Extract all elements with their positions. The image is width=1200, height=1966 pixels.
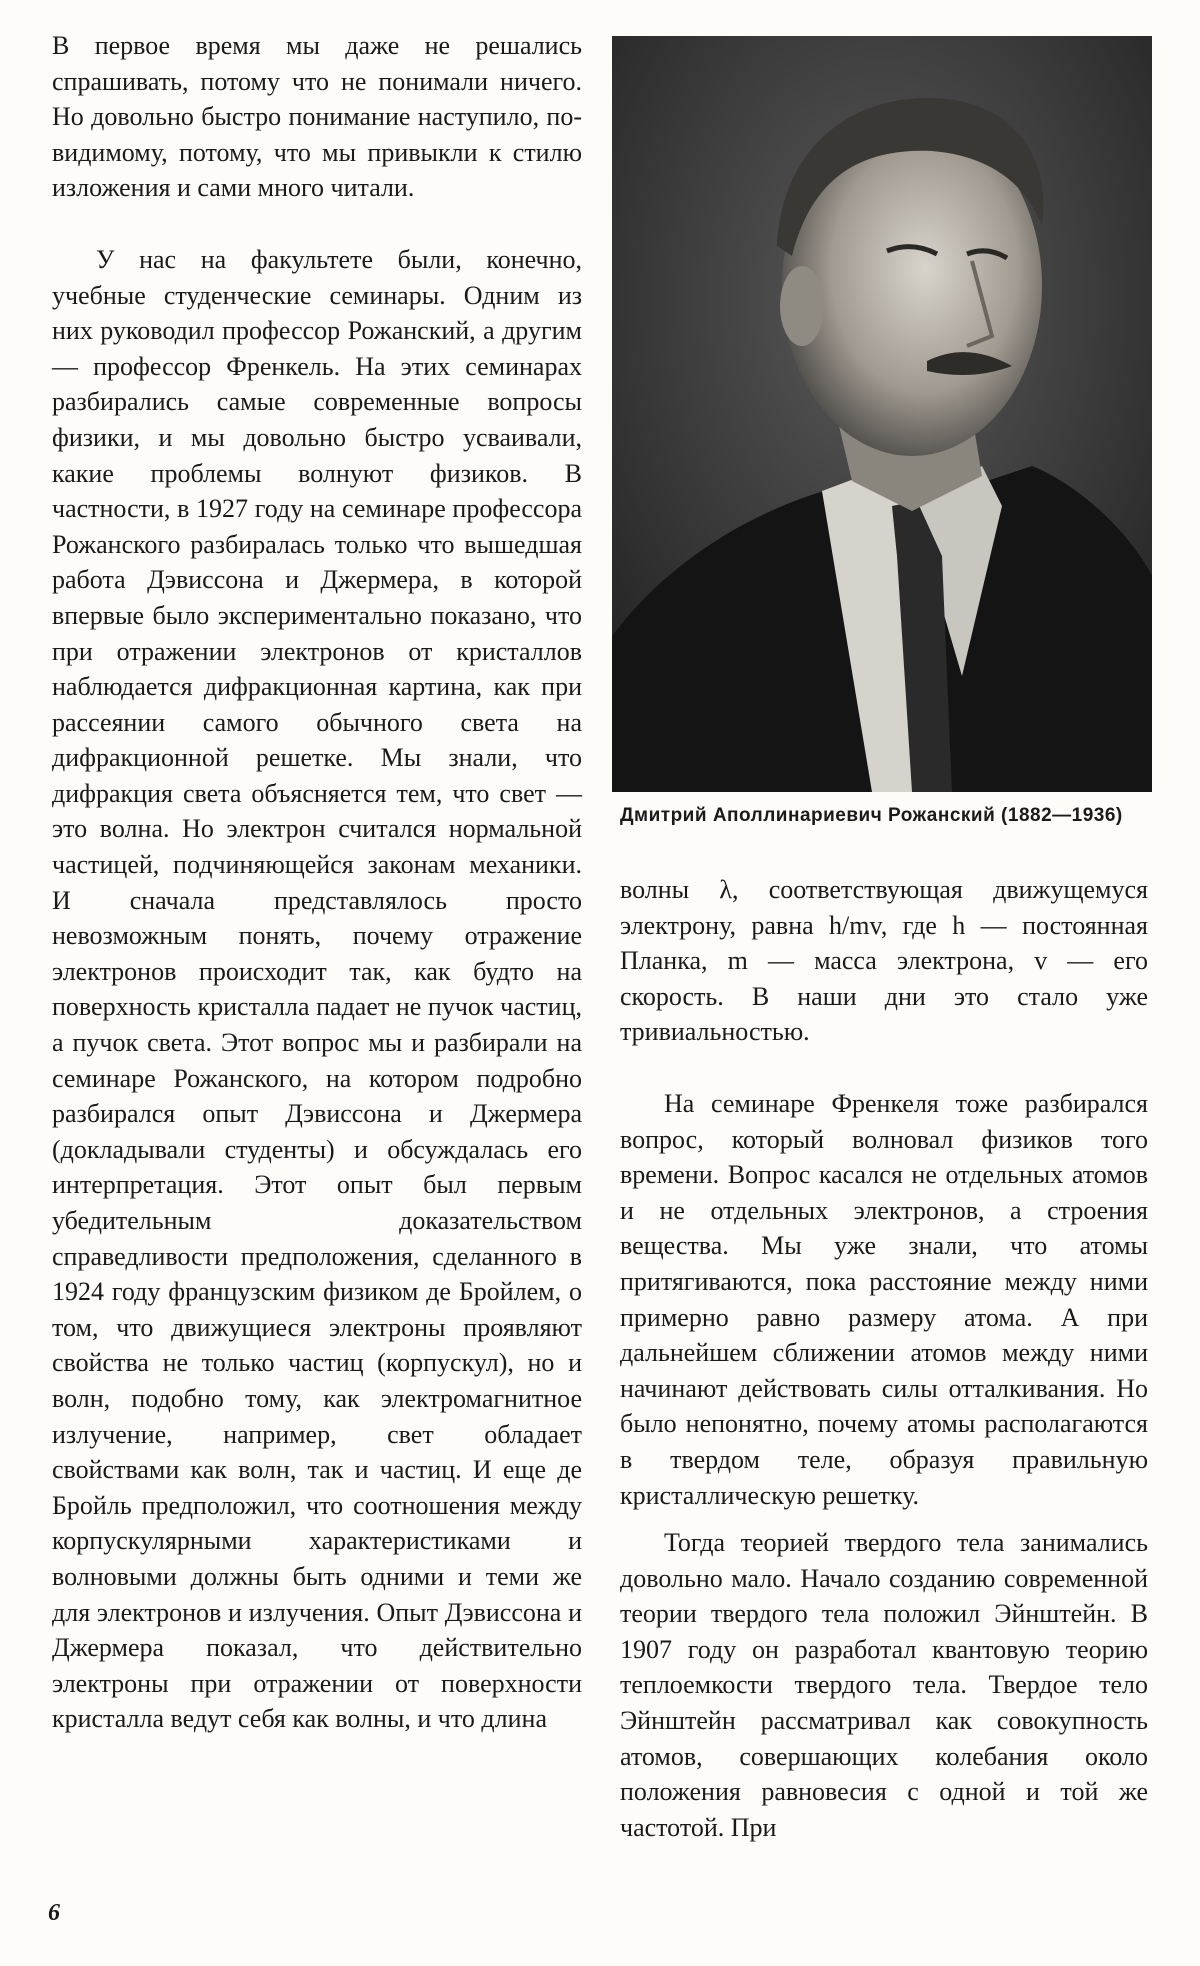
paragraph: Тогда теорией твердого тела занимались довольно мало. Начало созданию современной теории твердого тела положил Эйнштейн. В 1907 году он разработал квантовую теорию теплоемкости твердого тела. Твердое тело Эйнштейн рассматривал как совокупность атомов, совершающих колебания около положения равновесия с одной и той же частотой. При (620, 1528, 1148, 1842)
page-number: 6 (48, 1900, 60, 1926)
paragraph: волны λ, соответствующая движущемуся электрону, равна h/mv, где h — постоянная Планка, m — масса электрона, v — его скорость. В наши дни это стало уже тривиальностью. (620, 875, 1148, 1047)
paragraph: На семинаре Френкеля тоже разбирался вопрос, который волновал физиков того времени. Вопрос касался не отдельных атомов и не отдельных электронов, а строения вещества. Мы уже знали, что атомы притягиваются, пока расстояние между ними примерно равно размеру атома. А при дальнейшем сближении атомов между ними начинают действовать силы отталкивания. Но было непонятно, почему атомы располагаются в твердом теле, образуя правильную кристаллическую решетку. (620, 1088, 1148, 1510)
paragraph: У нас на факультете были, конечно, учебные студенческие семинары. Одним из них руководил профессор Рожанский, а другим — профессор Френкель. На этих семинарах разбирались самые современные вопросы физики, и мы довольно быстро усваивали, какие проблемы волнуют физиков. В частности, в 1927 году на семинаре профессора Рожанского разбиралась только что вышедшая работа Дэвиссона и Джермера, в которой впервые было экспериментально показано, что при отражении электронов от кристаллов наблюдается дифракционная картина, как при рассеянии самого обычного света на дифракционной решетке. Мы знали, что дифракция света объясняется тем, что свет — это волна. Но электрон считался нормальной частицей, подчиняющейся законам механики. И сначала представлялось просто невозможным понять, почему отражение электронов происходит так, как будто на поверхность кристалла падает не пучок частиц, а пучок света. Этот вопрос мы и разбирали на семинаре Рожанского, на котором подробно разбирался опыт Дэвиссона и Джермера (докладывали студенты) и обсуждалась его интерпретация. Этот опыт был первым убедительным доказательством справедливости предположения, сделанного в 1924 году французским физиком де Бройлем, о том, что движущиеся электроны проявляют свойства не только частиц (корпускул), но и волн, подобно тому, как электромагнитное излучение, например, свет обладает свойствами как волн, так и частиц. И еще де Бройль предположил, что соотношения между корпускулярными характеристиками и волновыми должны быть одними и теми же для электронов и излучения. Опыт Дэвиссона и Джермера показал, что действительно электроны при отражении от поверхности кристалла ведут себя как волны, и что длина (52, 244, 582, 1734)
right-column (620, 872, 1148, 1845)
portrait-photo (612, 36, 1152, 792)
portrait-image (612, 36, 1152, 792)
left-column (52, 28, 582, 1737)
paragraph: В первое время мы даже не решались спрашивать, потому что не понимали ничего. Но довольно быстро понимание наступило, по-видимому, потому, что мы привыкли к стилю изложения и сами много читали. (52, 31, 582, 203)
photo-caption: Дмитрий Аполлинариевич Рожанский (1882—1936) (620, 805, 1123, 826)
